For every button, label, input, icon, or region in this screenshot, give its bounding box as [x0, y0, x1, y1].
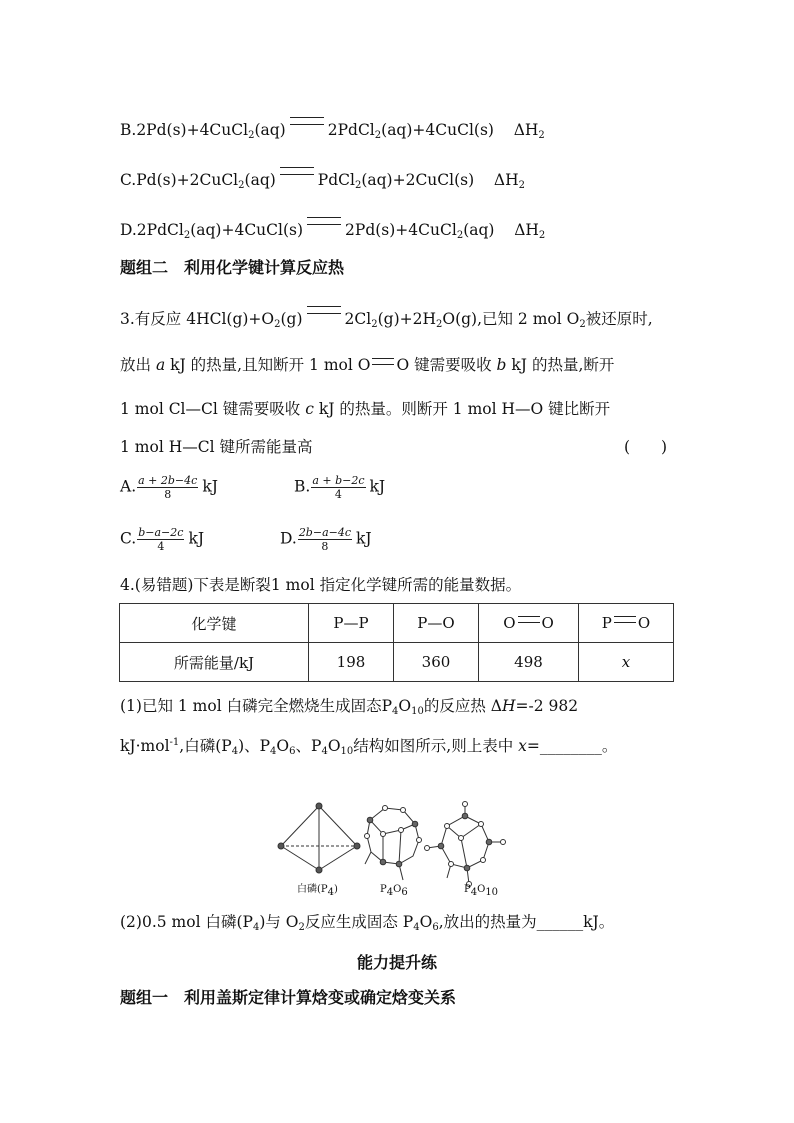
table-row [120, 643, 674, 682]
answer-paren: ( ) [624, 438, 668, 456]
option-c: C.Pd(s)+2CuCl$_2$(aq) PdCl$_2$(aq)+2CuCl(s) $\Delta H_2$ [120, 167, 525, 190]
q3-option-c: C. $\frac{b-a-2c}{4}$ kJ [120, 526, 205, 553]
group2-heading: 题组二 利用化学键计算反应热 [120, 258, 345, 277]
table-header-cell: P—P [309, 604, 394, 643]
double-bond-sign [372, 358, 394, 365]
option-b: B.2Pd(s)+4CuCl$_2$(aq) 2PdCl$_2$(aq)+4CuCl(s) $\Delta H_2$ [120, 117, 545, 140]
q4-intro: 4.(易错题)下表是断裂1 mol 指定化学键所需的能量数据。 [120, 576, 522, 594]
q4-part2: (2)0.5 mol 白磷$(P_4)$与 $O_2$反应生成固态 $P_4O_6$,放出的热量为______kJ。 [120, 913, 615, 933]
equals-sign [307, 306, 341, 314]
equals-sign [280, 167, 314, 175]
q3-line4: 1 mol H—Cl 键所需能量高 [120, 438, 313, 456]
double-bond-sign [614, 616, 636, 623]
table-header-cell: P—O [394, 604, 479, 643]
white-phosphorus-structure [278, 803, 360, 873]
p4o6-structure [365, 806, 422, 881]
table-cell: 498 [479, 643, 579, 682]
q3-option-b: B. $\frac{a + b-2c}{4}$ kJ [294, 474, 386, 501]
table-cell: 所需能量/kJ [120, 643, 309, 682]
q4-part1-line1: (1)已知 1 mol 白磷完全燃烧生成固态$P_4O_{10}$的反应热 ΔH=-2 982 [120, 697, 579, 717]
table-header-cell: O O [479, 604, 579, 643]
table-header-cell: P O [579, 604, 674, 643]
group1-heading: 题组一 利用盖斯定律计算焓变或确定焓变关系 [120, 988, 457, 1007]
option-d: D.2PdCl$_2$(aq)+4CuCl(s) 2Pd(s)+4CuCl$_2$(aq) $\Delta H_2$ [120, 217, 545, 240]
double-bond-sign [518, 616, 540, 623]
table-header-row [120, 604, 674, 643]
equals-sign [307, 217, 341, 225]
fig-label-p4o6: $P_4O_6$ [380, 884, 408, 898]
q3-option-d: D. $\frac{2b-a-4c}{8}$ kJ [280, 526, 372, 553]
table-cell: 198 [309, 643, 394, 682]
fig-label-white-phosphorus: 白磷$(P_4)$ [297, 884, 338, 898]
fig-label-p4o10: $P_4O_{10}$ [464, 884, 499, 898]
equals-sign [290, 117, 324, 125]
p4o10-structure [425, 802, 506, 887]
q3-line1: 3.有反应 $4HCl(g)+O_2(g)$ $2Cl_2(g)+2H_2O(g)$,已知 2 mol $O_2$被还原时, [120, 306, 653, 329]
q3-option-a: A. $\frac{a + 2b-4c}{8}$ kJ [120, 474, 218, 501]
q3-line2: 放出 a kJ 的热量,且知断开 1 mol O O 键需要吸收 b kJ 的热量,断开 [120, 356, 615, 374]
section-title: 能力提升练 [356, 953, 437, 972]
bond-energy-table [119, 603, 674, 682]
q4-part1-line2: kJ·mol$^{-1}$,白磷$(P_4)$、$P_4O_6$、$P_4O_{10}$结构如图所示,则上表中 x=________。 [120, 737, 618, 757]
table-header-cell: 化学键 [120, 604, 309, 643]
q3-line3: 1 mol Cl—Cl 键需要吸收 c kJ 的热量。则断开 1 mol H—O 键比断开 [120, 400, 611, 418]
table-cell: 360 [394, 643, 479, 682]
table-cell: x [579, 643, 674, 682]
